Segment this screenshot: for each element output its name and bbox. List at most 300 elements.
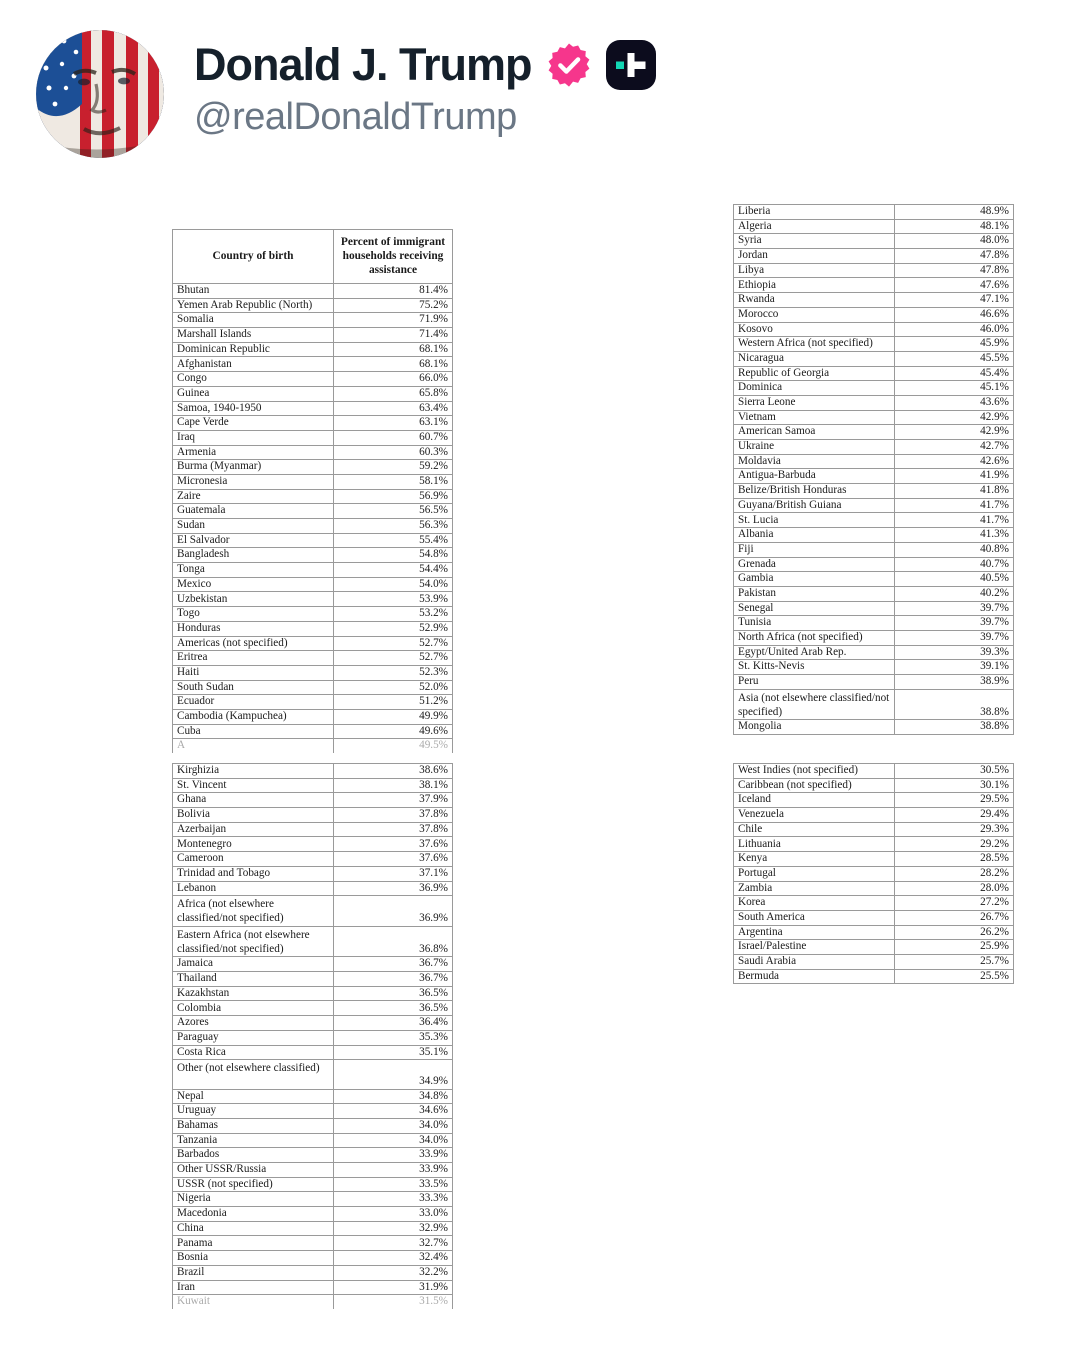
cell-country: Sudan: [173, 519, 334, 534]
cell-country: Micronesia: [173, 474, 334, 489]
cell-percent: 38.9%: [895, 675, 1014, 690]
cell-percent: 33.3%: [334, 1192, 453, 1207]
table-row: [173, 1001, 453, 1016]
cell-percent: 29.4%: [895, 808, 1014, 823]
table-row: [734, 630, 1014, 645]
cell-country: Iraq: [173, 430, 334, 445]
table-row: [173, 1207, 453, 1222]
table-row: [173, 881, 453, 896]
cell-percent: 54.8%: [334, 548, 453, 563]
cell-percent: 65.8%: [334, 386, 453, 401]
cell-percent: 48.1%: [895, 219, 1014, 234]
profile-header: [0, 0, 1080, 180]
cell-country: Kenya: [734, 852, 895, 867]
cell-country: Uzbekistan: [173, 592, 334, 607]
table-row: [173, 1030, 453, 1045]
cell-percent: 35.3%: [334, 1030, 453, 1045]
cell-country: Americas (not specified): [173, 636, 334, 651]
cell-country: Antigua-Barbuda: [734, 469, 895, 484]
cell-percent: 33.9%: [334, 1163, 453, 1178]
cell-percent: 37.6%: [334, 852, 453, 867]
cell-country: Guyana/British Guiana: [734, 498, 895, 513]
table-row: [173, 651, 453, 666]
table-row: [734, 278, 1014, 293]
table-row: [734, 484, 1014, 499]
table-row: [734, 307, 1014, 322]
cell-country: Nicaragua: [734, 351, 895, 366]
table-row: [173, 1133, 453, 1148]
table-row: [173, 401, 453, 416]
cell-country: Thailand: [173, 972, 334, 987]
table-row: [173, 709, 453, 724]
cell-country: Paraguay: [173, 1030, 334, 1045]
cell-percent: 71.4%: [334, 328, 453, 343]
cell-percent: 36.4%: [334, 1016, 453, 1031]
cell-percent: 32.7%: [334, 1236, 453, 1251]
table-row: [173, 1016, 453, 1031]
table-row: [734, 881, 1014, 896]
cell-country: Guatemala: [173, 504, 334, 519]
cell-country: Venezuela: [734, 808, 895, 823]
table-row: [734, 969, 1014, 984]
table-row: [734, 954, 1014, 969]
table-row: [173, 372, 453, 387]
cell-percent: 32.9%: [334, 1221, 453, 1236]
cell-country: Tanzania: [173, 1133, 334, 1148]
cell-percent: 42.7%: [895, 440, 1014, 455]
table-row: [173, 1060, 453, 1089]
table-row: [173, 416, 453, 431]
table-row: [173, 926, 453, 957]
cell-percent: 36.8%: [334, 926, 453, 957]
cell-country: Kuwait: [173, 1295, 334, 1309]
table-row: [734, 557, 1014, 572]
table-row: [173, 386, 453, 401]
cell-percent: 52.3%: [334, 665, 453, 680]
table-header-row: [173, 230, 453, 284]
cell-percent: 25.9%: [895, 940, 1014, 955]
cell-percent: 28.0%: [895, 881, 1014, 896]
cell-percent: 29.2%: [895, 837, 1014, 852]
cell-percent: 53.2%: [334, 607, 453, 622]
cell-country: Nigeria: [173, 1192, 334, 1207]
cell-country: Belize/British Honduras: [734, 484, 895, 499]
table-row: [734, 440, 1014, 455]
table-row: [173, 563, 453, 578]
cell-percent: 40.8%: [895, 542, 1014, 557]
cell-percent: 54.0%: [334, 577, 453, 592]
cell-percent: 47.8%: [895, 263, 1014, 278]
cell-country: Mongolia: [734, 720, 895, 735]
cell-country: Algeria: [734, 219, 895, 234]
cell-percent: 36.5%: [334, 986, 453, 1001]
table-row: [173, 621, 453, 636]
cell-percent: 54.4%: [334, 563, 453, 578]
table-row-clipped: [173, 1295, 453, 1309]
cell-country: Bermuda: [734, 969, 895, 984]
cell-country: Gambia: [734, 572, 895, 587]
cell-country: Montenegro: [173, 837, 334, 852]
cell-country: Jamaica: [173, 957, 334, 972]
table-row: [734, 234, 1014, 249]
table-row: [734, 720, 1014, 735]
cell-country: Western Africa (not specified): [734, 337, 895, 352]
table-row: [734, 925, 1014, 940]
immigrant-assistance-table-4: [733, 763, 1014, 984]
cell-country: Albania: [734, 528, 895, 543]
table-row: [734, 822, 1014, 837]
table-row: [734, 808, 1014, 823]
table-row: [173, 430, 453, 445]
cell-country: Vietnam: [734, 410, 895, 425]
cell-percent: 34.9%: [334, 1060, 453, 1089]
cell-percent: 40.2%: [895, 586, 1014, 601]
cell-country: Jordan: [734, 249, 895, 264]
table-row: [734, 896, 1014, 911]
cell-country: Eastern Africa (not elsewhere classified/not specified): [173, 926, 334, 957]
cell-percent: 41.8%: [895, 484, 1014, 499]
cell-percent: 55.4%: [334, 533, 453, 548]
cell-country: Panama: [173, 1236, 334, 1251]
cell-percent: 32.2%: [334, 1265, 453, 1280]
cell-percent: 31.5%: [334, 1295, 453, 1309]
immigrant-assistance-table-1: [172, 229, 453, 753]
table-row: [734, 366, 1014, 381]
cell-country: Iceland: [734, 793, 895, 808]
cell-country: Other USSR/Russia: [173, 1163, 334, 1178]
cell-percent: 66.0%: [334, 372, 453, 387]
table-row: [173, 866, 453, 881]
page-title: Donald J. Trump: [194, 39, 532, 91]
table-row: [173, 577, 453, 592]
table-row: [734, 219, 1014, 234]
cell-country: Mexico: [173, 577, 334, 592]
table-row: [173, 1089, 453, 1104]
cell-country: American Samoa: [734, 425, 895, 440]
table-row: [173, 460, 453, 475]
cell-country: Uruguay: [173, 1104, 334, 1119]
cell-percent: 41.7%: [895, 498, 1014, 513]
cell-percent: 45.9%: [895, 337, 1014, 352]
cell-country: West Indies (not specified): [734, 764, 895, 779]
table-row: [173, 504, 453, 519]
cell-country: China: [173, 1221, 334, 1236]
cell-country: Rwanda: [734, 293, 895, 308]
cell-country: Kirghizia: [173, 764, 334, 779]
cell-country: Korea: [734, 896, 895, 911]
profile-handle: @realDonaldTrump: [194, 96, 517, 138]
cell-percent: 37.6%: [334, 837, 453, 852]
cell-country: Ukraine: [734, 440, 895, 455]
cell-country: Cambodia (Kampuchea): [173, 709, 334, 724]
table-row: [173, 1221, 453, 1236]
cell-percent: 29.3%: [895, 822, 1014, 837]
cell-country: St. Lucia: [734, 513, 895, 528]
cell-percent: 41.7%: [895, 513, 1014, 528]
table-body: [734, 205, 1014, 735]
table-row: [734, 498, 1014, 513]
cell-country: Afghanistan: [173, 357, 334, 372]
cell-percent: 71.9%: [334, 313, 453, 328]
table-row: [173, 972, 453, 987]
cell-country: Libya: [734, 263, 895, 278]
cell-country: Samoa, 1940-1950: [173, 401, 334, 416]
cell-country: Kosovo: [734, 322, 895, 337]
cell-percent: 37.8%: [334, 808, 453, 823]
cell-percent: 38.8%: [895, 689, 1014, 720]
cell-percent: 30.5%: [895, 764, 1014, 779]
cell-percent: 32.4%: [334, 1251, 453, 1266]
table-row: [734, 381, 1014, 396]
cell-percent: 63.4%: [334, 401, 453, 416]
table-row: [173, 1045, 453, 1060]
cell-country: Yemen Arab Republic (North): [173, 298, 334, 313]
cell-country: Marshall Islands: [173, 328, 334, 343]
cell-percent: 29.5%: [895, 793, 1014, 808]
cell-country: Iran: [173, 1280, 334, 1295]
table-row: [734, 263, 1014, 278]
cell-percent: 81.4%: [334, 284, 453, 299]
cell-percent: 41.9%: [895, 469, 1014, 484]
cell-percent: 51.2%: [334, 695, 453, 710]
table-body: [173, 230, 453, 753]
cell-country: Barbados: [173, 1148, 334, 1163]
table-row: [734, 249, 1014, 264]
cell-country: Pakistan: [734, 586, 895, 601]
cell-percent: 39.7%: [895, 616, 1014, 631]
cell-percent: 68.1%: [334, 357, 453, 372]
table-row: [173, 1280, 453, 1295]
cell-country: Armenia: [173, 445, 334, 460]
cell-country: Dominican Republic: [173, 342, 334, 357]
cell-country: Congo: [173, 372, 334, 387]
table-row: [734, 866, 1014, 881]
cell-percent: 48.0%: [895, 234, 1014, 249]
table-row: [173, 636, 453, 651]
table-row: [173, 1236, 453, 1251]
cell-percent: 60.7%: [334, 430, 453, 445]
cell-country: Sierra Leone: [734, 395, 895, 410]
cell-percent: 60.3%: [334, 445, 453, 460]
cell-percent: 33.5%: [334, 1177, 453, 1192]
cell-percent: 38.8%: [895, 720, 1014, 735]
cell-country: Cameroon: [173, 852, 334, 867]
cell-country: Ecuador: [173, 695, 334, 710]
cell-percent: 42.6%: [895, 454, 1014, 469]
table-row: [173, 519, 453, 534]
table-row: [734, 542, 1014, 557]
table-row: [734, 940, 1014, 955]
cell-country: Lebanon: [173, 881, 334, 896]
cell-country: Togo: [173, 607, 334, 622]
table-row: [173, 724, 453, 739]
table-row: [173, 533, 453, 548]
cell-percent: 37.8%: [334, 822, 453, 837]
table-row: [734, 910, 1014, 925]
cell-percent: 49.5%: [334, 739, 453, 753]
cell-percent: 52.7%: [334, 636, 453, 651]
table-body: [173, 764, 453, 1309]
cell-percent: 47.8%: [895, 249, 1014, 264]
cell-percent: 45.4%: [895, 366, 1014, 381]
cell-country: North Africa (not specified): [734, 630, 895, 645]
cell-country: Portugal: [734, 866, 895, 881]
cell-country: Republic of Georgia: [734, 366, 895, 381]
cell-country: Guinea: [173, 386, 334, 401]
table-row: [734, 322, 1014, 337]
cell-country: Bolivia: [173, 808, 334, 823]
cell-country: A: [173, 739, 334, 753]
cell-percent: 36.9%: [334, 896, 453, 927]
verified-check-badge-icon: [546, 42, 592, 88]
cell-country: Trinidad and Tobago: [173, 866, 334, 881]
cell-percent: 39.1%: [895, 660, 1014, 675]
table-row: [173, 548, 453, 563]
cell-percent: 25.5%: [895, 969, 1014, 984]
table-row: [173, 986, 453, 1001]
table-row: [173, 793, 453, 808]
cell-percent: 39.3%: [895, 645, 1014, 660]
cell-country: St. Vincent: [173, 778, 334, 793]
table-row: [734, 410, 1014, 425]
cell-country: Eritrea: [173, 651, 334, 666]
cell-percent: 37.9%: [334, 793, 453, 808]
cell-country: St. Kitts-Nevis: [734, 660, 895, 675]
table-row: [734, 616, 1014, 631]
table-row: [734, 293, 1014, 308]
cell-percent: 47.6%: [895, 278, 1014, 293]
cell-percent: 43.6%: [895, 395, 1014, 410]
cell-country: Chile: [734, 822, 895, 837]
table-row: [734, 528, 1014, 543]
cell-country: Other (not elsewhere classified): [173, 1060, 334, 1089]
cell-percent: 28.2%: [895, 866, 1014, 881]
cell-percent: 39.7%: [895, 601, 1014, 616]
cell-country: South America: [734, 910, 895, 925]
table-row: [734, 395, 1014, 410]
cell-percent: 40.5%: [895, 572, 1014, 587]
cell-country: Tonga: [173, 563, 334, 578]
cell-country: Bangladesh: [173, 548, 334, 563]
cell-country: Bhutan: [173, 284, 334, 299]
cell-percent: 26.7%: [895, 910, 1014, 925]
avatar[interactable]: [36, 30, 164, 158]
cell-country: Tunisia: [734, 616, 895, 631]
table-row: [734, 793, 1014, 808]
cell-country: Caribbean (not specified): [734, 778, 895, 793]
cell-country: Fiji: [734, 542, 895, 557]
cell-country: Macedonia: [173, 1207, 334, 1222]
cell-country: Syria: [734, 234, 895, 249]
cell-percent: 68.1%: [334, 342, 453, 357]
cell-country: Bahamas: [173, 1118, 334, 1133]
cell-country: Azerbaijan: [173, 822, 334, 837]
table-row: [173, 313, 453, 328]
cell-percent: 30.1%: [895, 778, 1014, 793]
table-row: [173, 284, 453, 299]
table-row: [734, 689, 1014, 720]
cell-percent: 34.8%: [334, 1089, 453, 1104]
cell-country: Costa Rica: [173, 1045, 334, 1060]
cell-country: Liberia: [734, 205, 895, 220]
cell-percent: 34.6%: [334, 1104, 453, 1119]
cell-country: Grenada: [734, 557, 895, 572]
table-row: [173, 298, 453, 313]
table-row: [734, 351, 1014, 366]
cell-percent: 58.1%: [334, 474, 453, 489]
us-flag-face-avatar-icon: [36, 30, 164, 158]
cell-percent: 31.9%: [334, 1280, 453, 1295]
cell-percent: 46.0%: [895, 322, 1014, 337]
cell-country: Nepal: [173, 1089, 334, 1104]
cell-percent: 52.0%: [334, 680, 453, 695]
cell-country: Zaire: [173, 489, 334, 504]
cell-percent: 46.6%: [895, 307, 1014, 322]
table-row: [173, 474, 453, 489]
cell-percent: 56.9%: [334, 489, 453, 504]
cell-country: Honduras: [173, 621, 334, 636]
column-header-percent: Percent of immigrant households receiving assistance: [334, 230, 453, 284]
cell-country: Dominica: [734, 381, 895, 396]
table-row: [734, 572, 1014, 587]
identity-block: [194, 30, 656, 139]
cell-percent: 36.7%: [334, 957, 453, 972]
cell-percent: 52.9%: [334, 621, 453, 636]
cell-country: Africa (not elsewhere classified/not specified): [173, 896, 334, 927]
cell-country: Saudi Arabia: [734, 954, 895, 969]
cell-percent: 36.7%: [334, 972, 453, 987]
cell-percent: 36.5%: [334, 1001, 453, 1016]
table-row: [734, 454, 1014, 469]
cell-percent: 59.2%: [334, 460, 453, 475]
cell-country: Burma (Myanmar): [173, 460, 334, 475]
cell-country: Colombia: [173, 1001, 334, 1016]
table-row: [173, 489, 453, 504]
table-row: [173, 1177, 453, 1192]
cell-percent: 41.3%: [895, 528, 1014, 543]
table-row: [173, 1118, 453, 1133]
table-row: [173, 778, 453, 793]
truth-social-logo-icon[interactable]: [606, 40, 656, 90]
table-row: [173, 357, 453, 372]
cell-percent: 45.1%: [895, 381, 1014, 396]
cell-percent: 27.2%: [895, 896, 1014, 911]
table-row: [173, 1192, 453, 1207]
table-row: [734, 513, 1014, 528]
cell-country: Ethiopia: [734, 278, 895, 293]
cell-percent: 36.9%: [334, 881, 453, 896]
cell-percent: 48.9%: [895, 205, 1014, 220]
cell-percent: 33.0%: [334, 1207, 453, 1222]
truth-social-glyph: [615, 49, 647, 81]
immigrant-assistance-table-2: [733, 204, 1014, 735]
cell-percent: 53.9%: [334, 592, 453, 607]
cell-percent: 49.6%: [334, 724, 453, 739]
cell-country: Azores: [173, 1016, 334, 1031]
table-row: [173, 1251, 453, 1266]
cell-percent: 33.9%: [334, 1148, 453, 1163]
cell-country: Cape Verde: [173, 416, 334, 431]
cell-percent: 38.6%: [334, 764, 453, 779]
cell-country: Israel/Palestine: [734, 940, 895, 955]
table-row: [173, 837, 453, 852]
cell-percent: 52.7%: [334, 651, 453, 666]
cell-percent: 42.9%: [895, 410, 1014, 425]
cell-percent: 34.0%: [334, 1133, 453, 1148]
display-name-row: [194, 40, 656, 90]
cell-country: Moldavia: [734, 454, 895, 469]
cell-country: Senegal: [734, 601, 895, 616]
